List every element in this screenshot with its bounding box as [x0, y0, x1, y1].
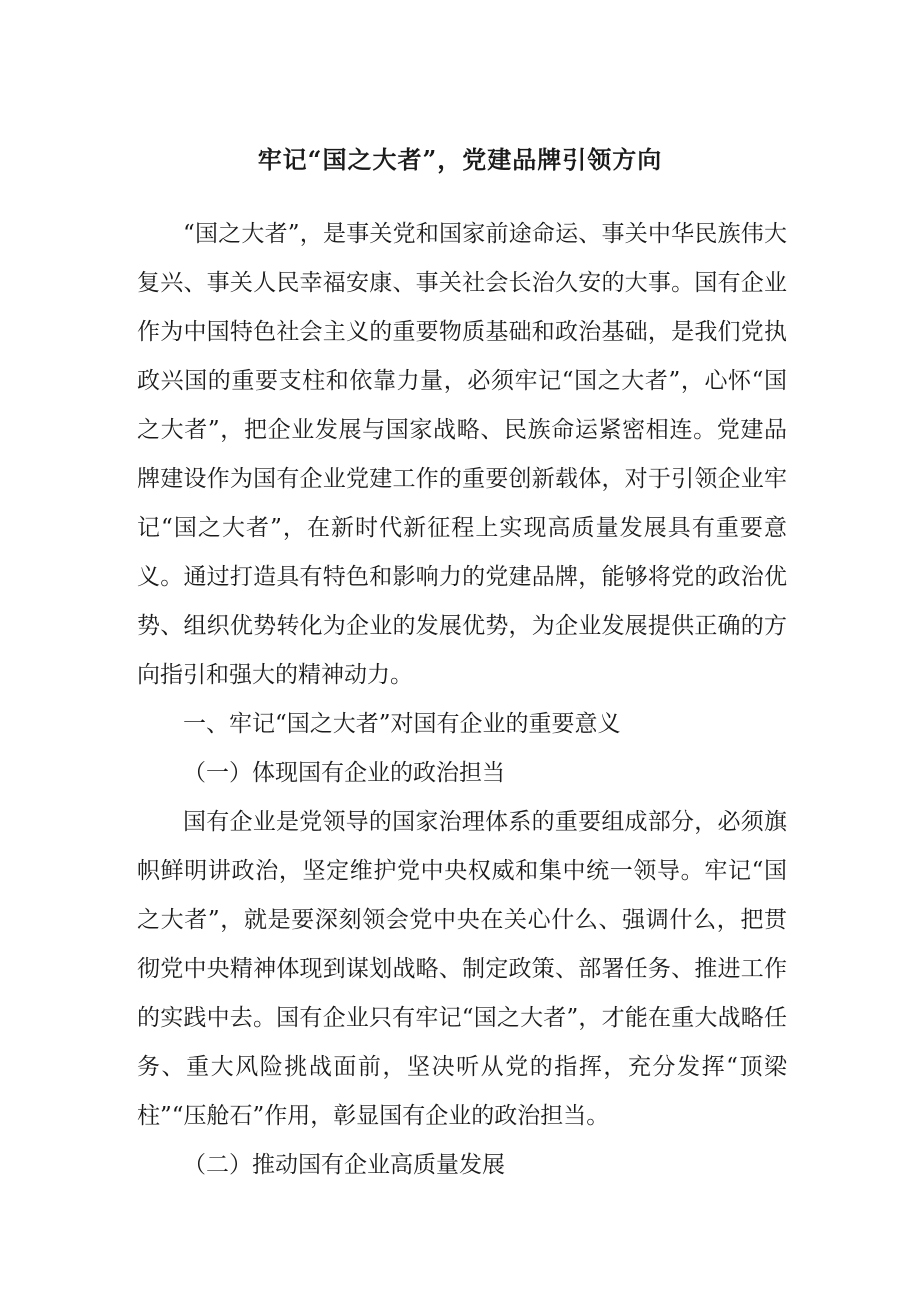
subsection-heading-1: （一）体现国有企业的政治担当 — [183, 760, 505, 786]
document-title: 牢记“国之大者”，党建品牌引领方向 — [257, 145, 663, 174]
subsection-1-paragraph: 国有企业是党领导的国家治理体系的重要组成部分，必须旗帜鲜明讲政治，坚定维护党中央权威和集中统一领导。牢记“国之大者”，就是要深刻领会党中央在关心什么、强调什么，把贯彻党中央精神体现到谋划战略、制定政策、部署任务、推进工作的实践中去。国有企业只有牢记“国之大者”，才能在重大战略任务、重大风险挑战面前，坚决听从党的指挥，充分发挥“顶梁柱”“压舱石”作用，彰显国有企业的政治担当。 — [137, 809, 787, 1129]
document-body — [137, 210, 787, 1190]
intro-paragraph: “国之大者”，是事关党和国家前途命运、事关中华民族伟大复兴、事关人民幸福安康、事关社会长治久安的大事。国有企业作为中国特色社会主义的重要物质基础和政治基础，是我们党执政兴国的重要支柱和依靠力量，必须牢记“国之大者”，心怀“国之大者”，把企业发展与国家战略、民族命运紧密相连。党建品牌建设作为国有企业党建工作的重要创新载体，对于引领企业牢记“国之大者”，在新时代新征程上实现高质量发展具有重要意义。通过打造具有特色和影响力的党建品牌，能够将党的政治优势、组织优势转化为企业的发展优势，为企业发展提供正确的方向指引和强大的精神动力。 — [137, 221, 787, 688]
subsection-heading-2: （二）推动国有企业高质量发展 — [183, 1152, 505, 1178]
section-heading-1: 一、牢记“国之大者”对国有企业的重要意义 — [183, 711, 621, 737]
